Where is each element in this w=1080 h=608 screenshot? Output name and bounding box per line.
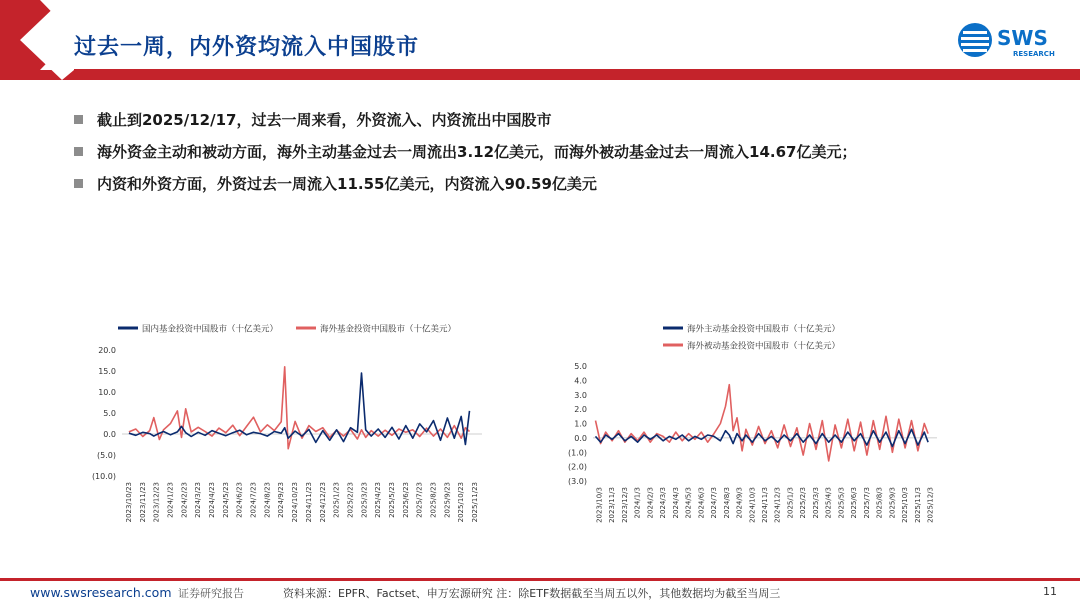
chart-domestic-vs-overseas xyxy=(60,318,500,543)
x-tick-label: 2024/1/23 xyxy=(166,482,175,518)
x-tick-label: 2025/6/3 xyxy=(850,487,859,519)
logo-subtext: RESEARCH xyxy=(1013,50,1055,58)
x-tick-label: 2024/8/3 xyxy=(722,487,731,519)
legend-label: 海外主动基金投资中国股市（十亿美元） xyxy=(687,324,841,335)
x-tick-label: 2025/12/3 xyxy=(926,487,935,523)
chart-active-vs-passive xyxy=(545,318,965,543)
x-tick-label: 2024/3/23 xyxy=(194,482,203,518)
bullet-item xyxy=(74,103,1064,135)
x-tick-label: 2023/12/3 xyxy=(620,487,629,523)
x-tick-label: 2024/12/23 xyxy=(318,482,327,523)
bullet-list xyxy=(74,103,1064,199)
x-tick-label: 2024/8/23 xyxy=(263,482,272,518)
x-tick-label: 2025/10/23 xyxy=(457,482,466,523)
x-tick-label: 2024/6/23 xyxy=(235,482,244,518)
x-tick-label: 2024/11/3 xyxy=(761,487,769,523)
x-tick-label: 2025/7/3 xyxy=(862,487,871,519)
x-tick-label: 2025/8/3 xyxy=(875,487,884,519)
logo-text: SWS xyxy=(997,26,1048,50)
x-tick-label: 2025/1/23 xyxy=(332,482,341,518)
bullet-square-icon xyxy=(74,147,83,156)
y-tick-label: (10.0) xyxy=(91,472,116,481)
x-tick-label: 2024/4/3 xyxy=(671,487,680,519)
x-tick-label: 2025/9/23 xyxy=(443,482,452,518)
x-tick-label: 2024/12/3 xyxy=(773,487,782,523)
x-tick-label: 2024/6/3 xyxy=(697,487,706,519)
x-tick-label: 2024/2/23 xyxy=(180,482,189,518)
x-tick-label: 2024/9/23 xyxy=(277,482,286,518)
bullet-text: 截止到2025/12/17，过去一周来看，外资流入、内资流出中国股市 xyxy=(97,110,552,129)
x-tick-label: 2024/2/3 xyxy=(646,487,655,519)
y-tick-label: 20.0 xyxy=(98,346,116,355)
source-note: 资料来源：EPFR、Factset、申万宏源研究 注：除ETF数据截至当周五以外，其他数据均为截至当周三 xyxy=(283,587,781,600)
series-line-2 xyxy=(596,385,929,461)
x-tick-label: 2025/11/3 xyxy=(913,487,922,523)
x-tick-label: 2023/11/23 xyxy=(138,482,147,523)
series-line-2 xyxy=(129,367,470,449)
x-tick-label: 2025/4/3 xyxy=(824,487,833,519)
legend-label: 海外被动基金投资中国股市（十亿美元） xyxy=(687,341,841,352)
y-tick-label: 2.0 xyxy=(574,405,587,415)
y-tick-label: 4.0 xyxy=(574,376,587,386)
x-tick-label: 2024/3/3 xyxy=(659,487,668,519)
x-tick-label: 2023/10/3 xyxy=(595,487,604,523)
bullet-text: 内资和外资方面，外资过去一周流入11.55亿美元，内资流入90.59亿美元 xyxy=(97,174,597,193)
x-tick-label: 2025/6/23 xyxy=(401,482,410,518)
bullet-square-icon xyxy=(74,115,83,124)
x-tick-label: 2025/7/23 xyxy=(415,482,424,518)
x-tick-label: 2024/10/3 xyxy=(748,487,757,523)
y-tick-label: 5.0 xyxy=(103,409,116,418)
bullet-text: 海外资金主动和被动方面，海外主动基金过去一周流出3.12亿美元，而海外被动基金过去一周流入14.67亿美元； xyxy=(97,142,857,161)
x-tick-label: 2025/3/3 xyxy=(811,487,820,519)
footer-rule xyxy=(0,578,1080,581)
x-tick-label: 2024/1/3 xyxy=(633,487,642,519)
y-tick-label: 5.0 xyxy=(574,362,587,371)
x-tick-label: 2023/12/23 xyxy=(152,482,161,523)
x-tick-label: 2025/10/3 xyxy=(901,487,910,523)
sws-logo xyxy=(955,18,1065,64)
x-tick-label: 2024/9/3 xyxy=(735,487,744,519)
legend-label: 海外基金投资中国股市（十亿美元） xyxy=(320,324,457,335)
x-tick-label: 2023/11/3 xyxy=(608,487,617,523)
x-tick-label: 2025/1/3 xyxy=(786,487,795,519)
x-tick-label: 2023/10/23 xyxy=(124,482,133,523)
x-tick-label: 2024/7/3 xyxy=(710,487,719,519)
website-link[interactable]: www.swsresearch.com xyxy=(30,585,172,600)
y-tick-label: 3.0 xyxy=(574,390,587,400)
x-tick-label: 2024/11/23 xyxy=(304,482,313,523)
y-tick-label: 1.0 xyxy=(574,419,587,429)
y-tick-label: (2.0) xyxy=(568,462,587,472)
x-tick-label: 2025/8/23 xyxy=(429,482,438,518)
x-tick-label: 2025/2/23 xyxy=(346,482,355,518)
chart-svg xyxy=(545,318,965,543)
slide-header xyxy=(0,0,1080,80)
page-title: 过去一周，内外资均流入中国股市 xyxy=(74,35,420,60)
x-tick-label: 2024/4/23 xyxy=(208,482,216,518)
y-tick-label: (3.0) xyxy=(568,477,587,486)
y-tick-label: 0.0 xyxy=(574,433,587,443)
x-tick-label: 2025/4/23 xyxy=(374,482,383,518)
x-tick-label: 2025/5/3 xyxy=(837,487,846,519)
x-tick-label: 2024/10/23 xyxy=(291,482,300,523)
y-tick-label: 15.0 xyxy=(98,367,116,376)
y-tick-label: 10.0 xyxy=(98,388,116,397)
x-tick-label: 2024/5/3 xyxy=(684,487,693,519)
x-tick-label: 2024/7/23 xyxy=(249,482,258,518)
page-number: 11 xyxy=(1043,585,1057,598)
x-tick-label: 2025/2/3 xyxy=(799,487,808,519)
legend-label: 国内基金投资中国股市（十亿美元） xyxy=(142,324,279,335)
x-tick-label: 2024/5/23 xyxy=(221,482,230,518)
doc-type: 证券研究报告 xyxy=(178,587,244,600)
y-tick-label: (1.0) xyxy=(568,448,587,458)
bullet-item xyxy=(74,167,1064,199)
x-tick-label: 2025/3/23 xyxy=(360,482,369,518)
x-tick-label: 2025/5/23 xyxy=(388,482,396,518)
y-tick-label: (5.0) xyxy=(97,451,116,460)
y-tick-label: 0.0 xyxy=(103,430,116,439)
bullet-square-icon xyxy=(74,179,83,188)
x-tick-label: 2025/9/3 xyxy=(888,487,897,519)
bullet-item xyxy=(74,135,1064,167)
x-tick-label: 2025/11/23 xyxy=(471,482,480,523)
chart-svg xyxy=(60,318,500,543)
